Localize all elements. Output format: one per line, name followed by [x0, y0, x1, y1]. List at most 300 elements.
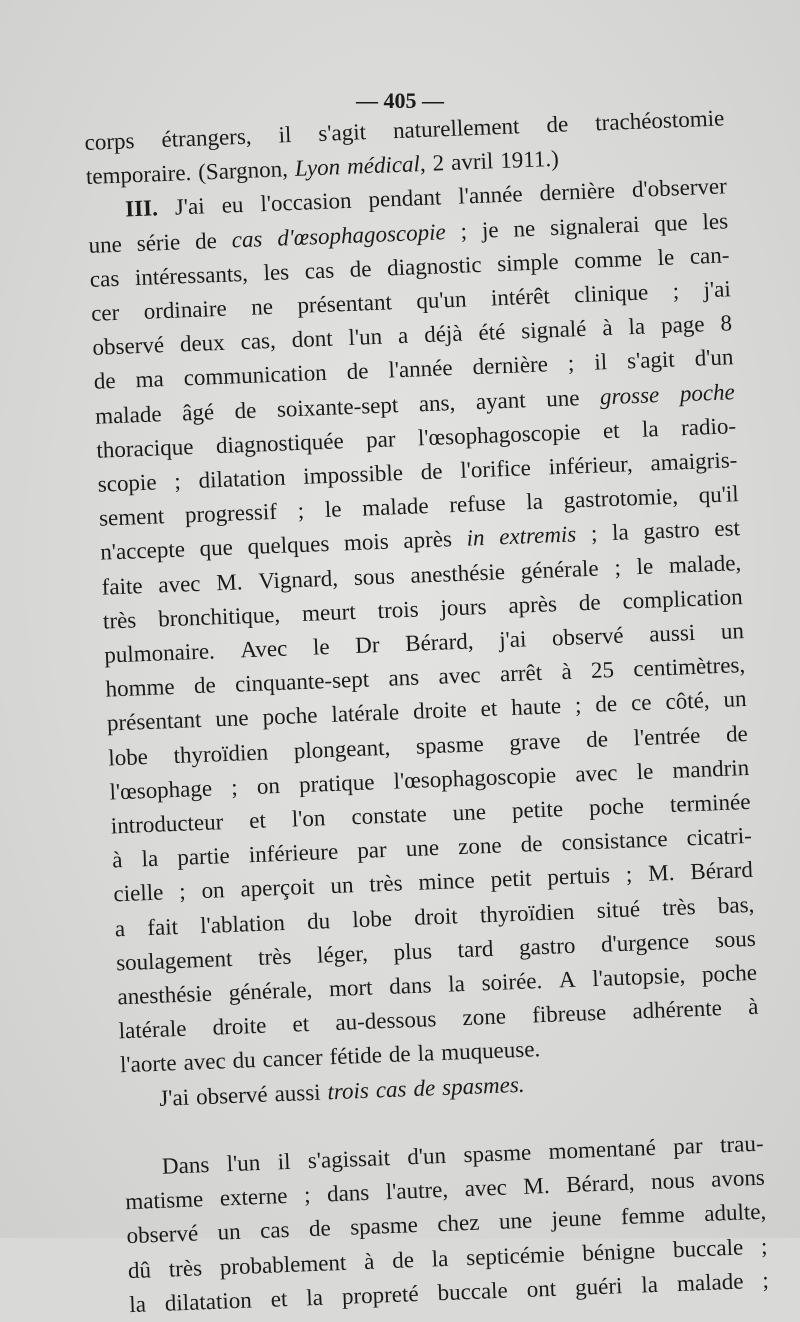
word: l'on: [291, 805, 326, 832]
word: de: [545, 111, 569, 138]
word: J'ai: [174, 193, 206, 220]
word: un: [217, 1219, 242, 1245]
word: de: [93, 368, 117, 395]
word: bénigne: [581, 1237, 656, 1266]
word: fait: [146, 913, 179, 940]
word: ;: [672, 278, 680, 304]
word: du: [306, 907, 331, 934]
word: par: [672, 1132, 704, 1160]
word: sous: [714, 925, 757, 953]
word: spasme: [462, 1139, 532, 1168]
word: lobe: [107, 743, 149, 771]
word: de: [308, 1215, 332, 1242]
word: trois: [377, 596, 419, 623]
word: dans: [388, 972, 432, 999]
word: à: [601, 315, 613, 341]
word: buccale: [437, 1277, 509, 1305]
word: 1911.): [499, 146, 560, 174]
word: série: [136, 229, 181, 256]
word: avec: [157, 570, 201, 598]
word: de: [388, 1041, 412, 1068]
word: soirée.: [481, 968, 543, 996]
word: la: [525, 488, 544, 515]
word: tard: [457, 935, 494, 963]
word: cas,: [240, 328, 277, 355]
word: poche: [262, 702, 318, 731]
word: 8: [719, 310, 733, 336]
word: l'autopsie,: [591, 962, 686, 992]
word: pulmonaire.: [103, 638, 216, 668]
word: dont: [291, 325, 334, 353]
word: et: [602, 417, 620, 444]
word: trachéostomie: [594, 105, 725, 136]
word: de: [520, 831, 543, 858]
word: gastro: [518, 932, 576, 960]
word: de: [349, 255, 372, 282]
word: la: [431, 1245, 449, 1271]
word: (Sargnon,: [197, 156, 289, 185]
word: cas: [304, 257, 335, 284]
word: dernière: [472, 351, 549, 380]
word: avec: [183, 1048, 227, 1076]
word: malade: [361, 493, 430, 521]
word: propreté: [341, 1280, 420, 1309]
body-text: [84, 101, 769, 1322]
word: 2: [432, 150, 445, 176]
word: anesthésie: [409, 558, 506, 588]
word: ans: [387, 664, 420, 691]
word: malade: [94, 400, 162, 429]
word: aussi: [648, 619, 696, 647]
word: dilatation: [198, 464, 286, 493]
word: de: [391, 1246, 415, 1273]
word: corps: [84, 128, 135, 155]
word: nous: [650, 1167, 695, 1195]
word: de: [412, 1074, 436, 1101]
word: au-dessous: [334, 1006, 437, 1036]
word: une: [214, 705, 250, 732]
word: in: [466, 525, 485, 552]
word: gastrotomie,: [563, 483, 679, 514]
word: Lyon: [294, 154, 341, 182]
word: momentané: [548, 1134, 657, 1164]
word: Dans: [161, 1151, 210, 1179]
word: chez: [436, 1209, 480, 1237]
word: il: [278, 122, 292, 148]
word: le: [324, 496, 342, 523]
word: thyroïdien: [173, 739, 269, 768]
word: 25: [590, 657, 615, 684]
word: de: [346, 358, 369, 385]
word: mandrin: [672, 754, 750, 783]
word: spasme: [415, 730, 485, 759]
word: ;: [761, 1267, 770, 1293]
word: simple: [496, 248, 560, 277]
word: ne: [250, 293, 274, 320]
word: l'occasion: [260, 188, 352, 217]
word: grave: [508, 727, 561, 755]
word: dernière: [539, 178, 616, 206]
word: il: [593, 349, 608, 375]
word: spasmes.: [441, 1071, 525, 1100]
word: la: [628, 313, 646, 340]
word: très: [102, 607, 137, 634]
word: diagnostic: [386, 251, 483, 281]
word: cancer: [262, 1045, 324, 1073]
word: poche: [701, 959, 758, 987]
word: mince: [418, 868, 476, 896]
word: on: [256, 772, 281, 799]
word: pratique: [298, 769, 375, 798]
word: sement: [98, 503, 165, 531]
word: la: [447, 971, 466, 997]
word: très: [168, 1254, 203, 1282]
word: amaigris-: [650, 447, 738, 476]
word: de: [594, 691, 618, 718]
word: médical,: [346, 151, 427, 180]
word: d'un: [694, 344, 734, 372]
word: l'année: [457, 181, 523, 210]
word: un: [720, 618, 745, 644]
word: muqueuse.: [440, 1036, 541, 1066]
word: à: [747, 994, 759, 1020]
word: la: [641, 416, 660, 442]
word: le: [636, 758, 654, 785]
word: de: [585, 726, 609, 752]
word: d'urgence: [600, 928, 690, 957]
word: d'un: [406, 1142, 447, 1170]
word: par: [365, 426, 396, 453]
word: bronchitique,: [157, 601, 281, 632]
word: anesthésie: [116, 980, 213, 1010]
word: cicatri-: [686, 823, 753, 851]
word: faite: [101, 572, 144, 600]
word: les: [263, 259, 290, 286]
word: les: [702, 207, 729, 234]
word: de: [194, 227, 218, 254]
word: très: [368, 870, 404, 898]
word: l'œsophagoscopie: [417, 419, 581, 451]
word: consistance: [561, 826, 668, 856]
word: de: [578, 589, 602, 616]
word: j'ai: [703, 276, 732, 303]
word: présentant: [106, 707, 202, 737]
word: ;: [590, 521, 598, 547]
word: pendant: [368, 184, 442, 213]
word: générale: [520, 555, 600, 584]
page-number: — 405 —: [356, 88, 444, 113]
word: Avec: [239, 635, 288, 663]
word: le: [657, 244, 675, 270]
word: très: [661, 893, 697, 921]
word: pertuis: [546, 862, 611, 891]
word: on: [201, 877, 226, 904]
word: refuse: [448, 490, 506, 518]
word: buccale: [672, 1234, 744, 1262]
word: une: [88, 231, 123, 258]
word: signalerai: [549, 211, 640, 240]
word: grosse: [599, 381, 660, 410]
word: Dr: [354, 632, 380, 659]
word: inférieure: [248, 839, 339, 868]
word: un: [329, 872, 354, 899]
word: s'agissait: [307, 1144, 391, 1174]
word: diagnostiquée: [215, 428, 345, 458]
word: haute: [510, 693, 562, 721]
word: mort: [328, 974, 373, 1002]
word: scopie: [97, 469, 157, 497]
word: zone: [457, 832, 503, 860]
word: qu'il: [698, 481, 740, 508]
word: dû: [127, 1256, 152, 1283]
word: partie: [176, 843, 231, 871]
word: latérale: [330, 699, 400, 728]
word: adhérente: [631, 995, 723, 1024]
word: septicémie: [465, 1240, 565, 1270]
word: poche: [679, 378, 736, 406]
word: et: [480, 696, 498, 722]
word: la: [611, 519, 630, 546]
word: de: [725, 720, 749, 747]
word: poche: [588, 793, 645, 821]
word: complication: [622, 583, 744, 614]
word: quelques: [247, 531, 330, 560]
word: fibreuse: [531, 999, 607, 1028]
word: droite: [412, 697, 468, 725]
word: la: [417, 1040, 435, 1067]
word: à: [363, 1248, 375, 1274]
word: soixante-sept: [276, 391, 399, 422]
word: l'œsophage: [109, 775, 213, 805]
word: est: [713, 515, 741, 542]
word: radio-: [680, 413, 737, 441]
word: avec: [574, 759, 618, 787]
word: plus: [393, 938, 433, 965]
word: signalé: [520, 316, 587, 344]
word: sous: [353, 563, 396, 590]
word: par: [356, 837, 388, 864]
word: l'un: [348, 323, 383, 351]
word: la: [640, 1271, 659, 1298]
word: femme: [620, 1202, 686, 1230]
word: malade: [676, 1268, 744, 1296]
word: n'accepte: [99, 536, 186, 566]
word: petite: [511, 796, 564, 824]
word: soulagement: [115, 945, 233, 976]
word: ans,: [418, 389, 456, 416]
word: l'aorte: [119, 1050, 178, 1078]
word: zone: [462, 1003, 507, 1031]
word: je: [481, 216, 499, 243]
word: matisme: [124, 1186, 204, 1215]
word: homme: [105, 674, 176, 702]
word: mois: [343, 529, 390, 556]
word: ;: [567, 350, 575, 377]
word: avec: [464, 1174, 508, 1202]
word: terminée: [669, 788, 751, 818]
word: ;: [230, 774, 239, 800]
word: avec: [437, 662, 482, 690]
word: introducteur: [110, 809, 224, 839]
word: gastro: [642, 517, 701, 545]
word: jours: [439, 593, 487, 621]
word: jeune: [551, 1205, 602, 1233]
word: avons: [710, 1164, 766, 1192]
word: âgé: [181, 398, 215, 426]
word: lobe: [351, 905, 393, 932]
word: l'entrée: [633, 722, 701, 750]
word: communication: [183, 360, 328, 391]
word: de: [193, 672, 217, 699]
word: centimètres,: [632, 652, 746, 682]
word: deux: [179, 329, 226, 357]
word: meurt: [301, 598, 357, 626]
word: thoracique: [95, 433, 194, 463]
word: l'un: [226, 1149, 261, 1177]
word: adulte,: [703, 1198, 767, 1227]
word: can-: [689, 242, 730, 269]
word: ;: [178, 879, 187, 905]
word: ;: [173, 468, 182, 494]
word: une: [498, 1207, 533, 1235]
word: il: [277, 1148, 291, 1175]
word: Vignard,: [257, 565, 339, 594]
word: observé: [195, 1081, 269, 1110]
word: une: [452, 799, 487, 826]
word: le: [312, 634, 331, 660]
word: M.: [522, 1173, 551, 1199]
word: arrêt: [499, 660, 543, 687]
word: fétide: [329, 1042, 383, 1070]
word: externe: [219, 1183, 288, 1211]
word: ne: [512, 215, 536, 242]
word: après: [402, 526, 453, 554]
word: aperçoit: [239, 874, 315, 903]
word: de: [234, 397, 257, 424]
word: droit: [413, 902, 459, 930]
word: la: [305, 1284, 324, 1311]
word: cas: [259, 1217, 290, 1244]
word: d'œsophagoscopie: [276, 218, 447, 251]
word: l'orifice: [459, 455, 532, 483]
word: aussi: [274, 1079, 321, 1107]
word: ;: [297, 498, 305, 524]
word: observé: [551, 622, 624, 651]
word: léger,: [316, 940, 369, 968]
word: présentant: [296, 289, 393, 318]
word: cielle: [113, 879, 164, 907]
word: ;: [460, 217, 468, 244]
word: intérêt: [490, 283, 551, 311]
word: un: [723, 686, 747, 713]
word: III.: [124, 195, 159, 222]
word: J'ai: [158, 1084, 190, 1111]
word: générale,: [228, 976, 313, 1006]
word: l'année: [387, 355, 454, 383]
word: ce: [630, 690, 652, 716]
word: page: [660, 311, 705, 339]
word: constate: [350, 801, 428, 830]
word: de: [420, 458, 443, 485]
word: droite: [212, 1012, 267, 1040]
word: et: [270, 1285, 288, 1312]
word: progressif: [184, 499, 278, 528]
word: une: [405, 835, 440, 862]
word: que: [199, 535, 234, 562]
word: d'observer: [631, 173, 728, 203]
word: l'œsophagoscopie: [393, 762, 557, 794]
word: s'agit: [317, 119, 367, 146]
word: s'agit: [626, 346, 676, 374]
word: j'ai: [498, 626, 527, 653]
word: impossible: [302, 460, 404, 489]
word: et: [248, 807, 267, 834]
word: qu'un: [415, 286, 467, 314]
word: M.: [647, 860, 675, 887]
word: cas: [375, 1076, 407, 1103]
word: ;: [574, 692, 582, 719]
word: plongeant,: [293, 734, 391, 764]
word: que: [653, 209, 689, 236]
word: ;: [613, 554, 622, 580]
word: ont: [526, 1275, 557, 1302]
word: Bérard,: [404, 628, 474, 657]
word: côté,: [664, 687, 710, 715]
word: observé: [92, 332, 165, 361]
word: a: [114, 915, 126, 942]
word: étrangers,: [161, 123, 252, 153]
word: très: [257, 943, 292, 970]
word: la: [141, 845, 159, 872]
word: la: [128, 1291, 147, 1317]
word: bas,: [717, 891, 755, 918]
word: clinique: [573, 279, 649, 308]
word: ayant: [475, 386, 527, 414]
word: ordinaire: [143, 295, 228, 324]
word: M.: [215, 568, 243, 595]
word: l'ablation: [199, 909, 286, 938]
word: A: [558, 966, 577, 993]
word: cas: [89, 265, 120, 292]
word: Bérard,: [565, 1169, 635, 1198]
word: dilatation: [164, 1287, 253, 1316]
word: avril: [450, 148, 494, 176]
word: guéri: [574, 1272, 623, 1300]
word: situé: [596, 895, 641, 923]
word: une: [545, 384, 580, 412]
word: à: [111, 847, 123, 873]
word: ;: [303, 1182, 311, 1208]
word: le: [636, 553, 654, 579]
word: déjà: [423, 320, 463, 348]
word: comme: [573, 245, 643, 274]
word: ma: [135, 366, 165, 393]
word: extremis: [498, 521, 577, 550]
word: été: [477, 319, 506, 346]
word: Bérard: [689, 857, 754, 885]
word: spasme: [349, 1212, 419, 1240]
word: ;: [760, 1233, 768, 1259]
word: cas: [231, 225, 263, 253]
word: naturellement: [392, 113, 520, 144]
word: du: [232, 1047, 257, 1074]
word: dans: [326, 1179, 370, 1207]
word: eu: [221, 192, 244, 219]
word: cer: [90, 299, 120, 326]
word: temporaire.: [85, 160, 192, 190]
word: probablement: [219, 1249, 347, 1280]
word: observé: [126, 1220, 199, 1249]
